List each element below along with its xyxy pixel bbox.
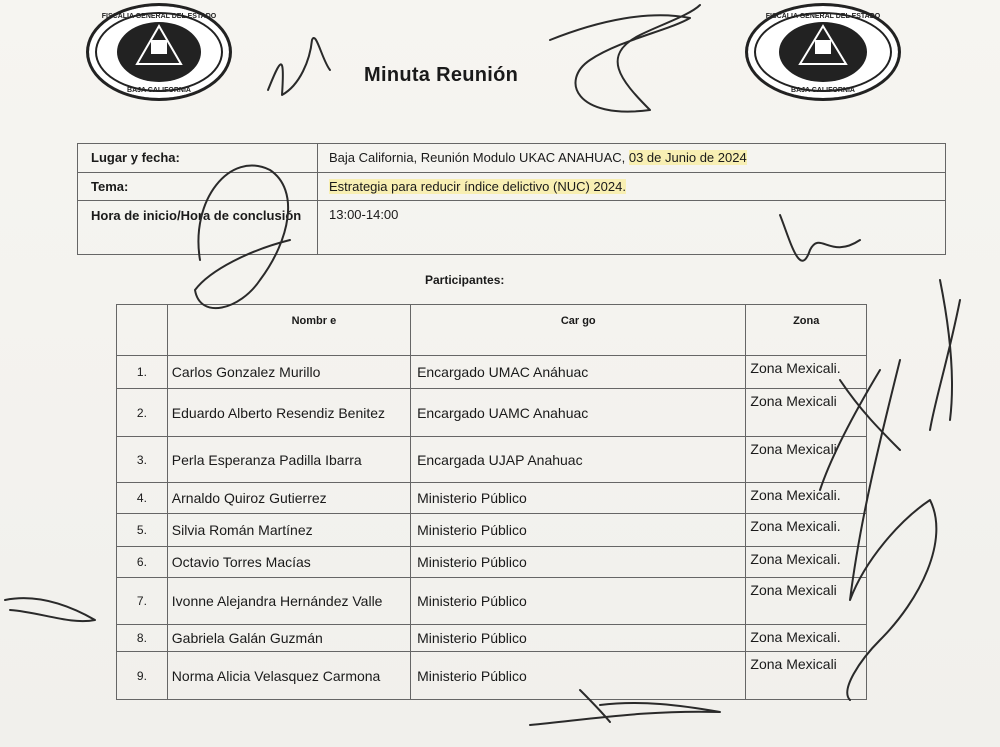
participant-zona: Zona Mexicali. xyxy=(746,483,867,514)
row-number: 8. xyxy=(117,625,168,652)
fiscalia-seal-left xyxy=(86,3,232,101)
tema-label: Tema: xyxy=(78,173,318,201)
signature-left-edge xyxy=(5,598,95,621)
participant-row xyxy=(117,483,867,514)
participant-zona: Zona Mexicali xyxy=(746,389,867,437)
participant-zona: Zona Mexicali xyxy=(746,652,867,700)
participant-cargo: Encargado UMAC Anáhuac xyxy=(411,356,746,389)
participant-name: Eduardo Alberto Resendiz Benitez xyxy=(167,389,410,437)
participant-row xyxy=(117,578,867,625)
col-nombre: Nombr e xyxy=(167,305,410,356)
participant-cargo: Encargado UAMC Anahuac xyxy=(411,389,746,437)
row-number: 4. xyxy=(117,483,168,514)
participant-cargo: Ministerio Público xyxy=(411,514,746,547)
participant-row xyxy=(117,625,867,652)
participant-cargo: Ministerio Público xyxy=(411,547,746,578)
tema-text: Estrategia para reducir índice delictivo (NUC) 2024. xyxy=(329,179,626,194)
participant-name: Octavio Torres Macías xyxy=(167,547,410,578)
hora-value: 13:00-14:00 xyxy=(318,201,946,255)
svg-text:BAJA CALIFORNIA: BAJA CALIFORNIA xyxy=(791,87,855,94)
participant-name: Ivonne Alejandra Hernández Valle xyxy=(167,578,410,625)
participant-row xyxy=(117,547,867,578)
signature-far-right xyxy=(930,280,960,430)
participant-name: Arnaldo Quiroz Gutierrez xyxy=(167,483,410,514)
participants-heading: Participantes: xyxy=(425,273,505,287)
participant-cargo: Encargada UJAP Anahuac xyxy=(411,437,746,483)
row-number: 2. xyxy=(117,389,168,437)
participant-zona: Zona Mexicali. xyxy=(746,625,867,652)
participant-row xyxy=(117,652,867,700)
row-number: 1. xyxy=(117,356,168,389)
participant-name: Silvia Román Martínez xyxy=(167,514,410,547)
fiscalia-seal-right xyxy=(745,3,901,101)
svg-text:FISCALIA GENERAL DEL ESTADO: FISCALIA GENERAL DEL ESTADO xyxy=(765,13,881,20)
participant-cargo: Ministerio Público xyxy=(411,625,746,652)
lugar-date: 03 de Junio de 2024 xyxy=(628,150,747,165)
participant-row xyxy=(117,437,867,483)
document-title: Minuta Reunión xyxy=(364,64,519,86)
lugar-value xyxy=(318,144,946,173)
row-number: 6. xyxy=(117,547,168,578)
hora-label: Hora de inicio/Hora de conclusión xyxy=(78,201,318,255)
participant-zona: Zona Mexicali xyxy=(746,437,867,483)
participant-cargo: Ministerio Público xyxy=(411,578,746,625)
participant-name: Perla Esperanza Padilla Ibarra xyxy=(167,437,410,483)
participant-zona: Zona Mexicali. xyxy=(746,514,867,547)
row-number: 9. xyxy=(117,652,168,700)
participant-row xyxy=(117,514,867,547)
signature-top-center xyxy=(550,5,700,112)
col-zona: Zona xyxy=(746,305,867,356)
participant-row xyxy=(117,356,867,389)
signature-top-left xyxy=(268,38,330,95)
row-number: 7. xyxy=(117,578,168,625)
col-cargo: Car go xyxy=(411,305,746,356)
participant-name: Carlos Gonzalez Murillo xyxy=(167,356,410,389)
lugar-text: Baja California, Reunión Modulo UKAC ANAHUAC, xyxy=(329,150,629,165)
row-number: 3. xyxy=(117,437,168,483)
svg-text:BAJA CALIFORNIA: BAJA CALIFORNIA xyxy=(127,87,191,94)
participant-zona: Zona Mexicali. xyxy=(746,356,867,389)
svg-text:FISCALIA GENERAL DEL ESTADO: FISCALIA GENERAL DEL ESTADO xyxy=(101,13,217,20)
participant-name: Gabriela Galán Guzmán xyxy=(167,625,410,652)
participant-row xyxy=(117,389,867,437)
meeting-info-table xyxy=(77,143,946,255)
participant-zona: Zona Mexicali xyxy=(746,578,867,625)
participant-zona: Zona Mexicali. xyxy=(746,547,867,578)
participant-cargo: Ministerio Público xyxy=(411,652,746,700)
col-number xyxy=(117,305,168,356)
row-number: 5. xyxy=(117,514,168,547)
tema-value xyxy=(318,173,946,201)
participant-name: Norma Alicia Velasquez Carmona xyxy=(167,652,410,700)
participant-cargo: Ministerio Público xyxy=(411,483,746,514)
lugar-label: Lugar y fecha: xyxy=(78,144,318,173)
participants-table xyxy=(116,304,867,700)
